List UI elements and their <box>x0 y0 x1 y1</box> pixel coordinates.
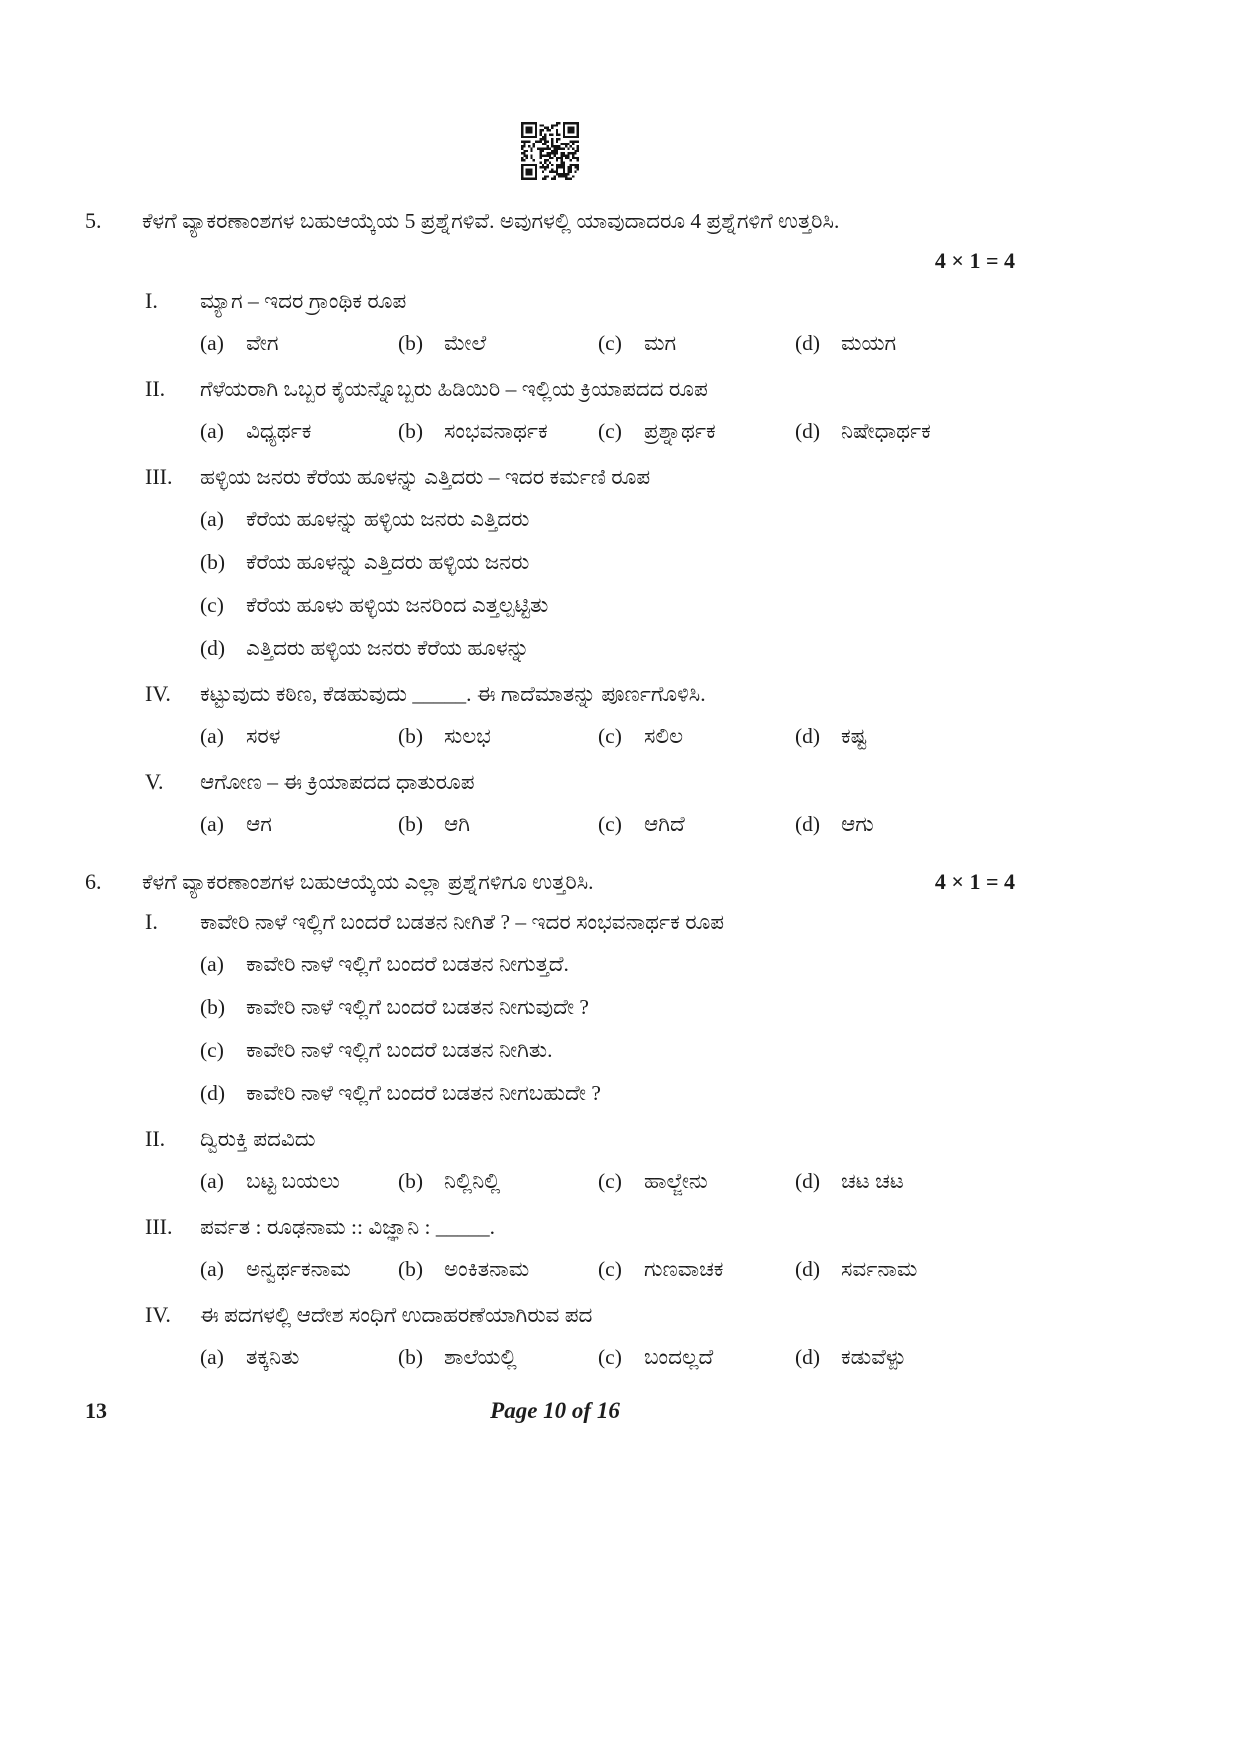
options-row <box>200 328 1015 358</box>
option-text: ವೇಗ <box>246 331 279 355</box>
option-text: ಕಡುವೆಳ್ಪು <box>841 1345 907 1369</box>
sub-question-header <box>145 679 1015 709</box>
option <box>200 328 398 358</box>
option-text: ವಿಧ್ಯರ್ಥಕ <box>246 419 312 443</box>
option-label: (b) <box>398 419 424 443</box>
options-row <box>200 416 1015 446</box>
sub-question-header <box>145 767 1015 797</box>
sub-question-numeral: III. <box>145 1214 173 1239</box>
option-text: ಶಾಲೆಯಲ್ಲಿ <box>444 1345 517 1369</box>
option <box>795 328 1015 358</box>
sub-question-header <box>145 907 1015 937</box>
option <box>795 1254 1015 1284</box>
option-text: ಗುಣವಾಚಕ <box>644 1257 724 1281</box>
option-label: (c) <box>598 724 622 748</box>
option-text: ಅಂಕಿತನಾಮ <box>444 1257 530 1281</box>
sub-question-header <box>145 1212 1015 1242</box>
option-text: ಹಾಲ್ಜೇನು <box>644 1169 708 1193</box>
sub-question-stem: ಆಗೋಣ – ಈ ಕ್ರಿಯಾಪದದ ಧಾತುರೂಪ <box>200 770 475 794</box>
option-label: (b) <box>398 812 424 836</box>
sub-question <box>145 286 1015 358</box>
option-label: (c) <box>598 419 622 443</box>
sub-question-stem: ಮ್ಯಾಗ – ಇದರ ಗ್ರಾಂಥಿಕ ರೂಪ <box>200 289 407 313</box>
option-text: ಬಂದಲ್ಲದೆ <box>644 1345 714 1369</box>
option <box>398 1254 598 1284</box>
sub-question <box>145 374 1015 446</box>
option-text: ಎತ್ತಿದರು ಹಳ್ಳಿಯ ಜನರು ಕೆರೆಯ ಹೂಳನ್ನು <box>246 636 530 660</box>
option-text: ಸರಳ <box>246 724 281 748</box>
options-stack <box>200 504 1015 663</box>
option-label: (a) <box>200 952 224 976</box>
option <box>200 590 1015 620</box>
option <box>598 721 795 751</box>
option-text: ಮಗ <box>644 331 677 355</box>
option-label: (d) <box>795 1169 821 1193</box>
option-text: ನಿಷೇಧಾರ್ಥಕ <box>841 419 931 443</box>
qr-code-icon <box>521 122 579 180</box>
option <box>200 949 1015 979</box>
option-label: (a) <box>200 331 224 355</box>
sub-question-stem: ಕಾವೇರಿ ನಾಳೆ ಇಲ್ಲಿಗೆ ಬಂದರೆ ಬಡತನ ನೀಗಿತೆ ? – ಇದರ ಸಂಭವನಾರ್ಥಕ ರೂಪ <box>200 910 725 934</box>
question-text: ಕೆಳಗೆ ವ್ಯಾಕರಣಾಂಶಗಳ ಬಹುಆಯ್ಕೆಯ 5 ಪ್ರಶ್ನೆಗಳಿವೆ. ಅವುಗಳಲ್ಲಿ ಯಾವುದಾದರೂ 4 ಪ್ರಶ್ನೆಗಳಿಗೆ ಉತ್ತರಿಸಿ. <box>142 209 840 233</box>
option <box>200 547 1015 577</box>
question-marks: 4 × 1 = 4 <box>934 869 1015 894</box>
option-text: ನಿಲ್ಲಿನಿಲ್ಲಿ <box>444 1169 501 1193</box>
option-text: ಅನ್ವರ್ಥಕನಾಮ <box>246 1257 351 1281</box>
option-text: ಸರ್ವನಾಮ <box>841 1257 918 1281</box>
sub-question-numeral: V. <box>145 769 164 794</box>
sub-question-numeral: III. <box>145 464 173 489</box>
option <box>398 1342 598 1372</box>
sub-question-numeral: II. <box>145 1126 166 1151</box>
option-text: ಕಾವೇರಿ ನಾಳೆ ಇಲ್ಲಿಗೆ ಬಂದರೆ ಬಡತನ ನೀಗಿತು. <box>246 1038 553 1062</box>
sub-question-numeral: I. <box>145 288 158 313</box>
sub-question-stem: ಪರ್ವತ : ರೂಢನಾಮ :: ವಿಜ್ಞಾನಿ : _____. <box>200 1215 496 1239</box>
sub-question <box>145 679 1015 751</box>
option-text: ಸುಲಭ <box>444 724 491 748</box>
paper-code: 13 <box>85 1398 107 1423</box>
option-text: ಕೆರೆಯ ಹೂಳು ಹಳ್ಳಿಯ ಜನರಿಂದ ಎತ್ತಲ್ಪಟ್ಟಿತು <box>246 593 549 617</box>
option-text: ಕಾವೇರಿ ನಾಳೆ ಇಲ್ಲಿಗೆ ಬಂದರೆ ಬಡತನ ನೀಗುತ್ತದೆ. <box>246 952 569 976</box>
options-stack <box>200 949 1015 1108</box>
option-label: (d) <box>795 1345 821 1369</box>
option <box>398 328 598 358</box>
option-text: ಆಗು <box>841 812 874 836</box>
option <box>200 721 398 751</box>
option <box>200 1342 398 1372</box>
option-label: (b) <box>200 995 226 1019</box>
options-row <box>200 1342 1015 1372</box>
sub-question-header <box>145 1300 1015 1330</box>
option-text: ಪ್ರಶ್ನಾರ್ಥಕ <box>644 419 716 443</box>
sub-question-stem: ಗೆಳೆಯರಾಗಿ ಒಬ್ಬರ ಕೈಯನ್ನೊಬ್ಬರು ಹಿಡಿಯಿರಿ – ಇಲ್ಲಿಯ ಕ್ರಿಯಾಪದದ ರೂಪ <box>200 377 708 401</box>
sub-question-numeral: I. <box>145 909 158 934</box>
sub-question-stem: ಈ ಪದಗಳಲ್ಲಿ ಆದೇಶ ಸಂಧಿಗೆ ಉದಾಹರಣೆಯಾಗಿರುವ ಪದ <box>200 1303 593 1327</box>
option-label: (a) <box>200 1345 224 1369</box>
option-text: ಕಾವೇರಿ ನಾಳೆ ಇಲ್ಲಿಗೆ ಬಂದರೆ ಬಡತನ ನೀಗುವುದೇ ? <box>246 995 589 1019</box>
option-text: ಕೆರೆಯ ಹೂಳನ್ನು ಎತ್ತಿದರು ಹಳ್ಳಿಯ ಜನರು <box>246 550 530 574</box>
sub-question <box>145 1212 1015 1284</box>
option <box>598 1166 795 1196</box>
option-label: (d) <box>200 1081 226 1105</box>
option-text: ತಕ್ಕನಿತು <box>246 1345 300 1369</box>
options-row <box>200 721 1015 751</box>
option <box>795 721 1015 751</box>
option-text: ಆಗ <box>246 812 272 836</box>
sub-question-header <box>145 462 1015 492</box>
question-header <box>85 867 1015 897</box>
question-block <box>85 867 1015 1372</box>
option-label: (b) <box>398 724 424 748</box>
option <box>398 809 598 839</box>
question-text: ಕೆಳಗೆ ವ್ಯಾಕರಣಾಂಶಗಳ ಬಹುಆಯ್ಕೆಯ ಎಲ್ಲಾ ಪ್ರಶ್ನೆಗಳಿಗೂ ಉತ್ತರಿಸಿ. <box>142 870 594 894</box>
option-label: (a) <box>200 419 224 443</box>
option <box>795 1166 1015 1196</box>
option <box>200 1035 1015 1065</box>
option-label: (c) <box>200 593 224 617</box>
option-label: (a) <box>200 812 224 836</box>
option-label: (d) <box>795 331 821 355</box>
option-text: ಆಗಿ <box>444 812 470 836</box>
option-label: (d) <box>795 1257 821 1281</box>
option-label: (a) <box>200 507 224 531</box>
option-label: (b) <box>398 1169 424 1193</box>
option-label: (a) <box>200 1257 224 1281</box>
sub-question-header <box>145 374 1015 404</box>
option <box>398 1166 598 1196</box>
option-text: ಕಾವೇರಿ ನಾಳೆ ಇಲ್ಲಿಗೆ ಬಂದರೆ ಬಡತನ ನೀಗಬಹುದೇ ? <box>246 1081 601 1105</box>
option-text: ಆಗಿದೆ <box>644 812 685 836</box>
option <box>200 1166 398 1196</box>
question-number: 6. <box>85 869 102 894</box>
option <box>200 416 398 446</box>
qr-code-container <box>85 122 1015 180</box>
option-label: (d) <box>795 724 821 748</box>
option-label: (b) <box>200 550 226 574</box>
option <box>598 416 795 446</box>
question-number: 5. <box>85 208 102 233</box>
questions-container <box>85 206 1015 1372</box>
sub-question-stem: ಕಟ್ಟುವುದು ಕಠಿಣ, ಕೆಡಹುವುದು _____. ಈ ಗಾದೆಮಾತನ್ನು ಪೂರ್ಣಗೊಳಿಸಿ. <box>200 682 706 706</box>
sub-question-stem: ದ್ವಿರುಕ್ತಿ ಪದವಿದು <box>200 1127 316 1151</box>
option <box>200 633 1015 663</box>
option <box>200 1078 1015 1108</box>
sub-question-header <box>145 1124 1015 1154</box>
sub-question <box>145 907 1015 1108</box>
option <box>598 1254 795 1284</box>
page-footer <box>0 1398 1241 1432</box>
option-text: ಚಟ ಚಟ <box>841 1169 904 1193</box>
option-label: (d) <box>795 419 821 443</box>
option-label: (b) <box>398 331 424 355</box>
option <box>795 809 1015 839</box>
sub-question <box>145 1300 1015 1372</box>
question-block <box>85 206 1015 839</box>
option-label: (b) <box>398 1345 424 1369</box>
option-text: ಸಲಿಲ <box>644 724 684 748</box>
option-label: (c) <box>200 1038 224 1062</box>
option-label: (c) <box>598 1169 622 1193</box>
option-text: ಮಯಗ <box>841 331 897 355</box>
option-text: ಕಷ್ಟ <box>841 724 867 748</box>
question-header <box>85 206 1015 236</box>
option-label: (c) <box>598 1345 622 1369</box>
sub-question-numeral: II. <box>145 376 166 401</box>
option-text: ಕೆರೆಯ ಹೂಳನ್ನು ಹಳ್ಳಿಯ ಜನರು ಎತ್ತಿದರು <box>246 507 530 531</box>
option-label: (b) <box>398 1257 424 1281</box>
option <box>200 992 1015 1022</box>
option <box>398 416 598 446</box>
option-label: (a) <box>200 1169 224 1193</box>
option-label: (a) <box>200 724 224 748</box>
option <box>200 809 398 839</box>
sub-question-stem: ಹಳ್ಳಿಯ ಜನರು ಕೆರೆಯ ಹೂಳನ್ನು ಎತ್ತಿದರು – ಇದರ ಕರ್ಮಣಿ ರೂಪ <box>200 465 651 489</box>
option-label: (d) <box>200 636 226 660</box>
sub-question-header <box>145 286 1015 316</box>
page-number: Page 10 of 16 <box>490 1398 620 1423</box>
option-label: (d) <box>795 812 821 836</box>
option <box>200 504 1015 534</box>
sub-question <box>145 462 1015 663</box>
option-text: ಸಂಭವನಾರ್ಥಕ <box>444 419 548 443</box>
option-text: ಬಟ್ಟ ಬಯಲು <box>246 1169 340 1193</box>
options-row <box>200 1254 1015 1284</box>
option <box>795 1342 1015 1372</box>
option <box>598 1342 795 1372</box>
option <box>398 721 598 751</box>
options-row <box>200 809 1015 839</box>
option <box>598 328 795 358</box>
question-marks: 4 × 1 = 4 <box>934 248 1015 273</box>
option-label: (c) <box>598 331 622 355</box>
option-label: (c) <box>598 1257 622 1281</box>
option-text: ಮೇಲೆ <box>444 331 487 355</box>
sub-question-numeral: IV. <box>145 681 171 706</box>
option <box>200 1254 398 1284</box>
sub-question <box>145 1124 1015 1196</box>
sub-question <box>145 767 1015 839</box>
option-label: (c) <box>598 812 622 836</box>
option <box>795 416 1015 446</box>
options-row <box>200 1166 1015 1196</box>
sub-question-numeral: IV. <box>145 1302 171 1327</box>
option <box>598 809 795 839</box>
